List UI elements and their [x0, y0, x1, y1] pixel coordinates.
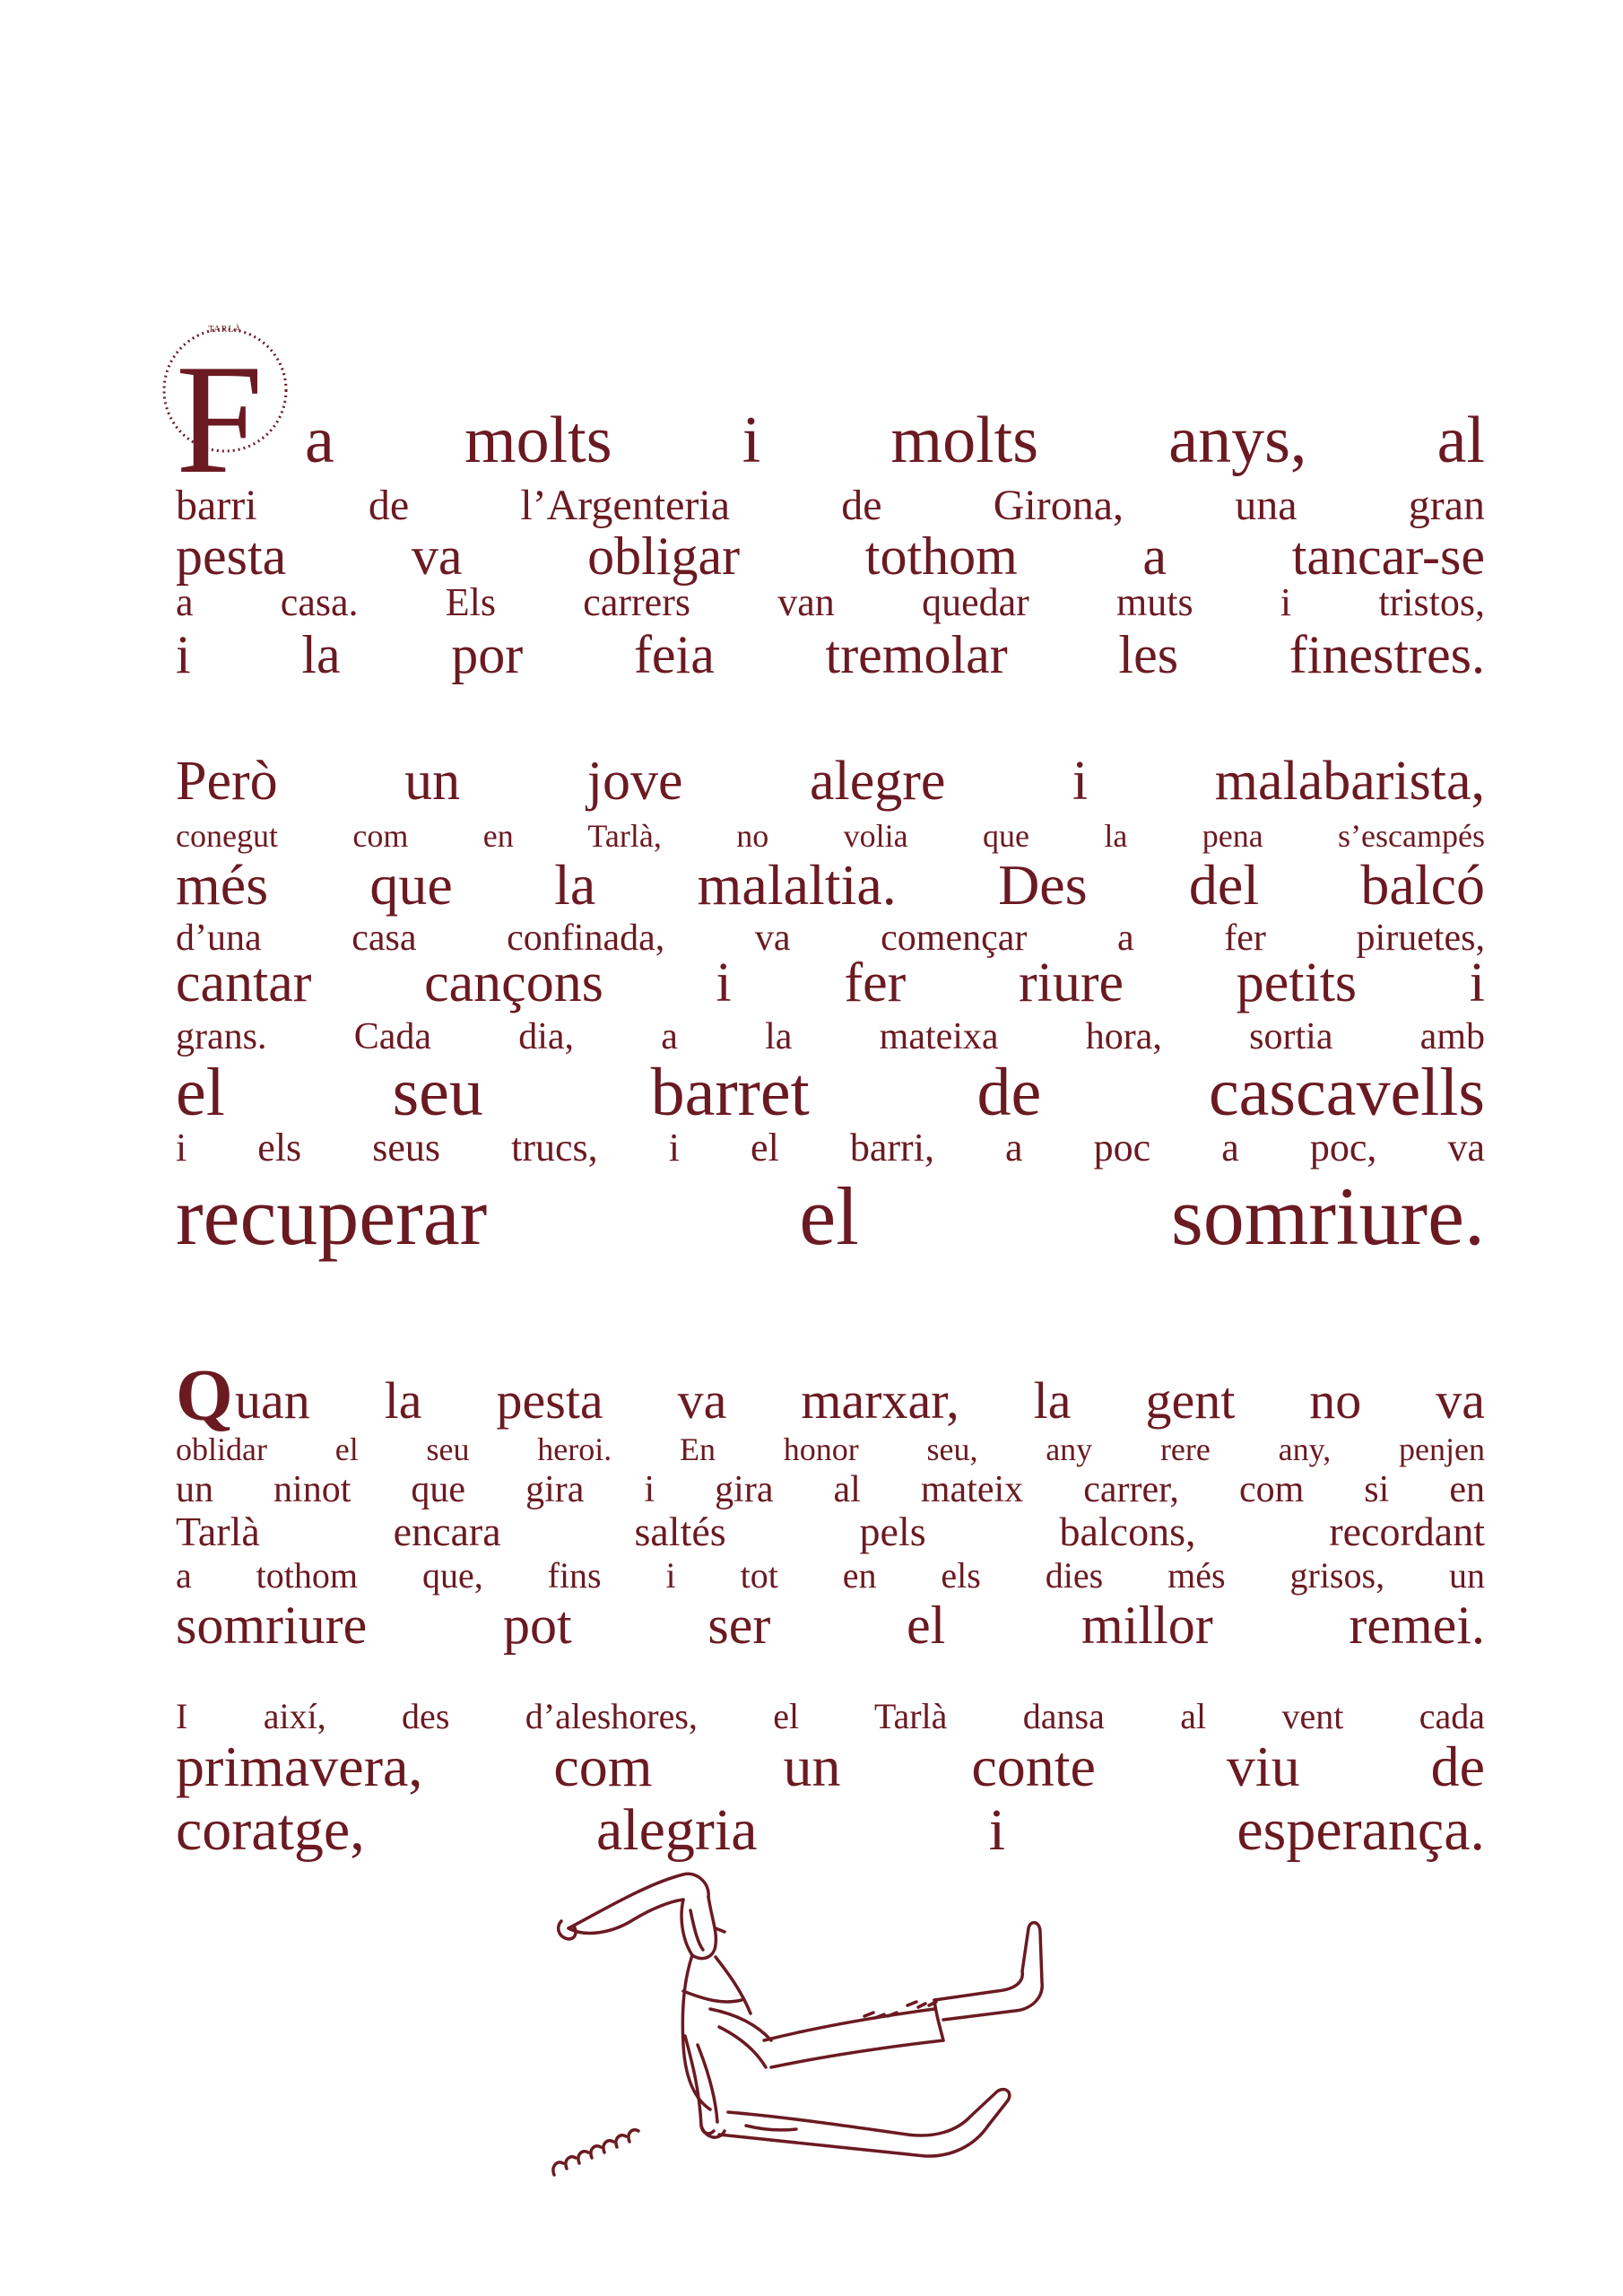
paragraph3-line-2: oblidar el seu heroi. En honor seu, any rere any, penjen	[176, 1431, 1485, 1467]
paragraph3-line-6: somriure pot ser el millor remei.	[176, 1596, 1485, 1655]
paragraph2-line-3: més que la malaltia. Des del balcó	[176, 853, 1485, 917]
paragraph2-line-4: d’una casa confinada, va començar a fer piruetes,	[176, 918, 1485, 959]
paragraph2-line-8: i els seus trucs, i el barri, a poc a poc, va	[176, 1126, 1485, 1170]
paragraph3-line-4: Tarlà encara saltés pels balcons, recordant	[176, 1509, 1485, 1554]
seal-label: TARLÀ	[208, 325, 242, 335]
paragraph4-line-3: coratge, alegria i esperança.	[176, 1797, 1485, 1863]
paragraph3-line-1: uan la pesta va marxar, la gent no va	[235, 1371, 1485, 1430]
dropcap-q: Q	[176, 1354, 233, 1436]
paragraph2-line-6: grans. Cada dia, a la mateixa hora, sortia amb	[176, 1016, 1485, 1057]
dropcap-f: F	[176, 332, 264, 506]
paragraph3-line-5: a tothom que, fins i tot en els dies més grisos, un	[176, 1555, 1485, 1596]
paragraph1-line-1: a molts i molts anys, al	[305, 404, 1485, 477]
paragraph3-line-3: un ninot que gira i gira al mateix carrer, com si en	[176, 1469, 1485, 1510]
paragraph1-line-5: i la por feia tremolar les finestres.	[176, 625, 1485, 684]
paragraph2-line-2: conegut com en Tarlà, no volia que la pena s’escampés	[176, 818, 1485, 854]
paragraph2-line-5: cantar cançons i fer riure petits i	[176, 952, 1485, 1013]
tarla-figure-illustration	[549, 1857, 1105, 2188]
paragraph1-line-4: a casa. Els carrers van quedar muts i tristos,	[176, 580, 1485, 624]
paragraph4-line-2: primavera, com un conte viu de	[176, 1735, 1485, 1798]
paragraph4-line-1: I així, des d’aleshores, el Tarlà dansa al vent cada	[176, 1696, 1485, 1736]
paragraph1-line-3: pesta va obligar tothom a tancar-se	[176, 526, 1485, 586]
paragraph2-line-7: el seu barret de cascavells	[176, 1055, 1485, 1130]
paragraph2-line-9: recuperar el somriure.	[176, 1170, 1485, 1262]
paragraph2-line-1: Però un jove alegre i malabarista,	[176, 751, 1485, 812]
paragraph1-line-2: barri de l’Argenteria de Girona, una gran	[176, 482, 1485, 529]
